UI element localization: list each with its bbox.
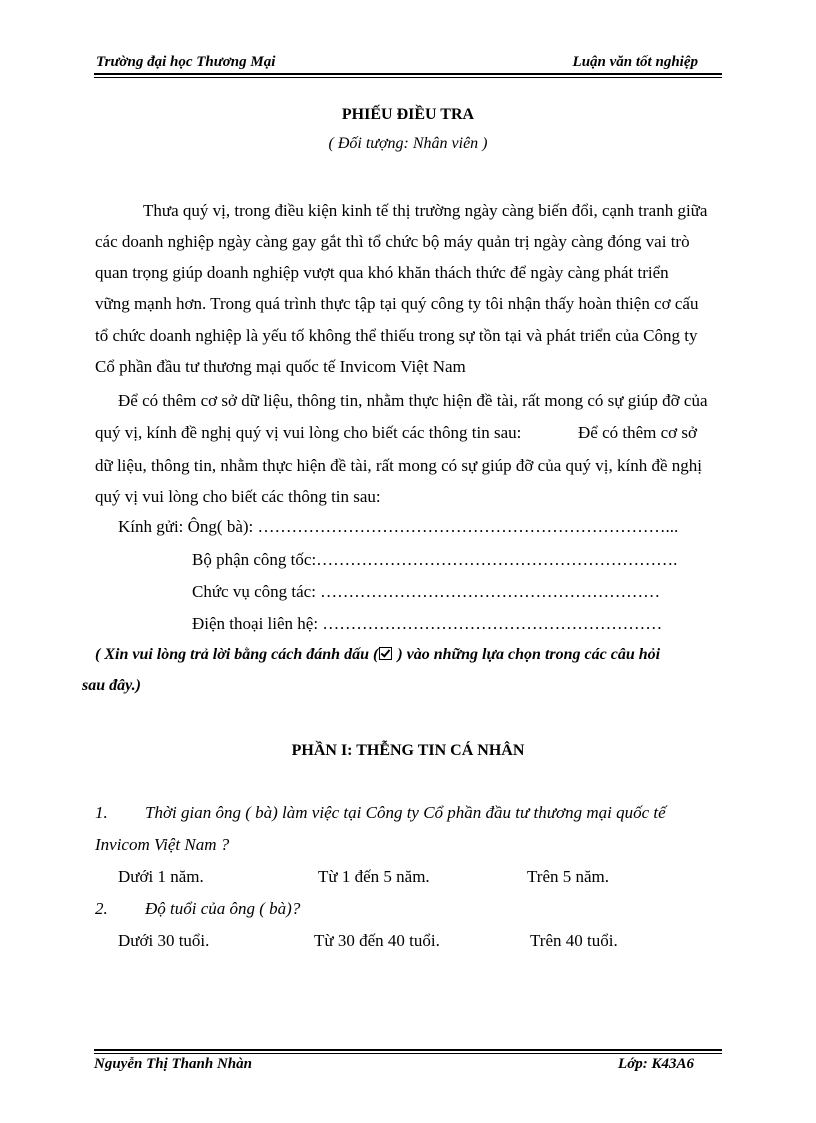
footer-author: Nguyễn Thị Thanh Nhàn [94, 1056, 252, 1072]
intro-line: Để có thêm cơ sở [578, 423, 697, 442]
option-under-1-year[interactable]: Dưới 1 năm. [118, 867, 204, 886]
header-school: Trường đại học Thương Mại [96, 54, 276, 70]
instruction-line [95, 646, 660, 664]
question-text-cont: Invicom Việt Nam ? [95, 835, 230, 854]
checked-box-icon [379, 647, 392, 660]
intro-line: các doanh nghiệp ngày càng gay gắt thì tổ chức bộ máy quản trị ngày càng đóng vai trò [95, 232, 690, 251]
question-number: 1. [95, 803, 108, 822]
footer-class: Lớp: K43A6 [618, 1056, 694, 1072]
position-field[interactable]: Chức vụ công tác: …………………………………………………… [192, 582, 661, 601]
department-field[interactable]: Bộ phận công tốc:………………………………………………………. [192, 550, 678, 569]
page-subtitle: ( Đối tượng: Nhân viên ) [328, 135, 488, 152]
intro-line: quan trọng giúp doanh nghiệp vượt qua khó khăn thách thức để ngày càng phát triển [95, 263, 669, 282]
question-text: Độ tuổi của ông ( bà)? [145, 899, 301, 918]
intro-line: Để có thêm cơ sở dữ liệu, thông tin, nhằm thực hiện đề tài, rất mong có sự giúp đỡ của [118, 391, 708, 410]
instruction-text: ( Xin vui lòng trả lời bằng cách đánh dấu ( [95, 646, 379, 663]
intro-line: quý vị, kính đề nghị quý vị vui lòng cho biết các thông tin sau: [95, 423, 522, 442]
page-title: PHIẾU ĐIỀU TRA [341, 106, 475, 123]
greeting-field[interactable]: Kính gửi: Ông( bà): ………………………………………………………………... [118, 517, 679, 536]
intro-line: Cổ phần đầu tư thương mại quốc tế Invicom Việt Nam [95, 357, 466, 376]
option-over-40[interactable]: Trên 40 tuổi. [530, 931, 618, 950]
intro-line: Thưa quý vị, trong điều kiện kinh tế thị trường ngày càng biến đổi, cạnh tranh giữa [143, 201, 708, 220]
question-number: 2. [95, 899, 108, 918]
intro-line: tổ chức doanh nghiệp là yếu tố không thể thiếu trong sự tồn tại và phát triển của Công ty [95, 326, 698, 345]
intro-line: vững mạnh hơn. Trong quá trình thực tập tại quý công ty tôi nhận thấy hoàn thiện cơ cấu [95, 294, 699, 313]
footer-rule [94, 1049, 722, 1051]
instruction-text: ) vào những lựa chọn trong các câu hỏi [393, 646, 661, 663]
instruction-line-2: sau đây.) [82, 677, 141, 694]
section-title: PHẦN I: THỄNG TIN CÁ NHÂN [291, 742, 525, 759]
header-rule [94, 73, 722, 75]
option-over-5-years[interactable]: Trên 5 năm. [527, 867, 610, 886]
header-thesis: Luận văn tốt nghiệp [572, 54, 698, 70]
option-30-to-40[interactable]: Từ 30 đến 40 tuổi. [314, 931, 440, 950]
question-text: Thời gian ông ( bà) làm việc tại Công ty Cổ phần đầu tư thương mại quốc tế [145, 803, 666, 822]
option-under-30[interactable]: Dưới 30 tuổi. [118, 931, 210, 950]
option-1-to-5-years[interactable]: Từ 1 đến 5 năm. [318, 867, 430, 886]
header-rule-thin [94, 77, 722, 78]
phone-field[interactable]: Điện thoại liên hệ: …………………………………………………… [192, 614, 663, 633]
intro-line: quý vị vui lòng cho biết các thông tin sau: [95, 487, 381, 506]
intro-line: dữ liệu, thông tin, nhằm thực hiện đề tài, rất mong có sự giúp đỡ của quý vị, kính đề nghị [95, 456, 702, 475]
footer-rule-thin [94, 1053, 722, 1054]
